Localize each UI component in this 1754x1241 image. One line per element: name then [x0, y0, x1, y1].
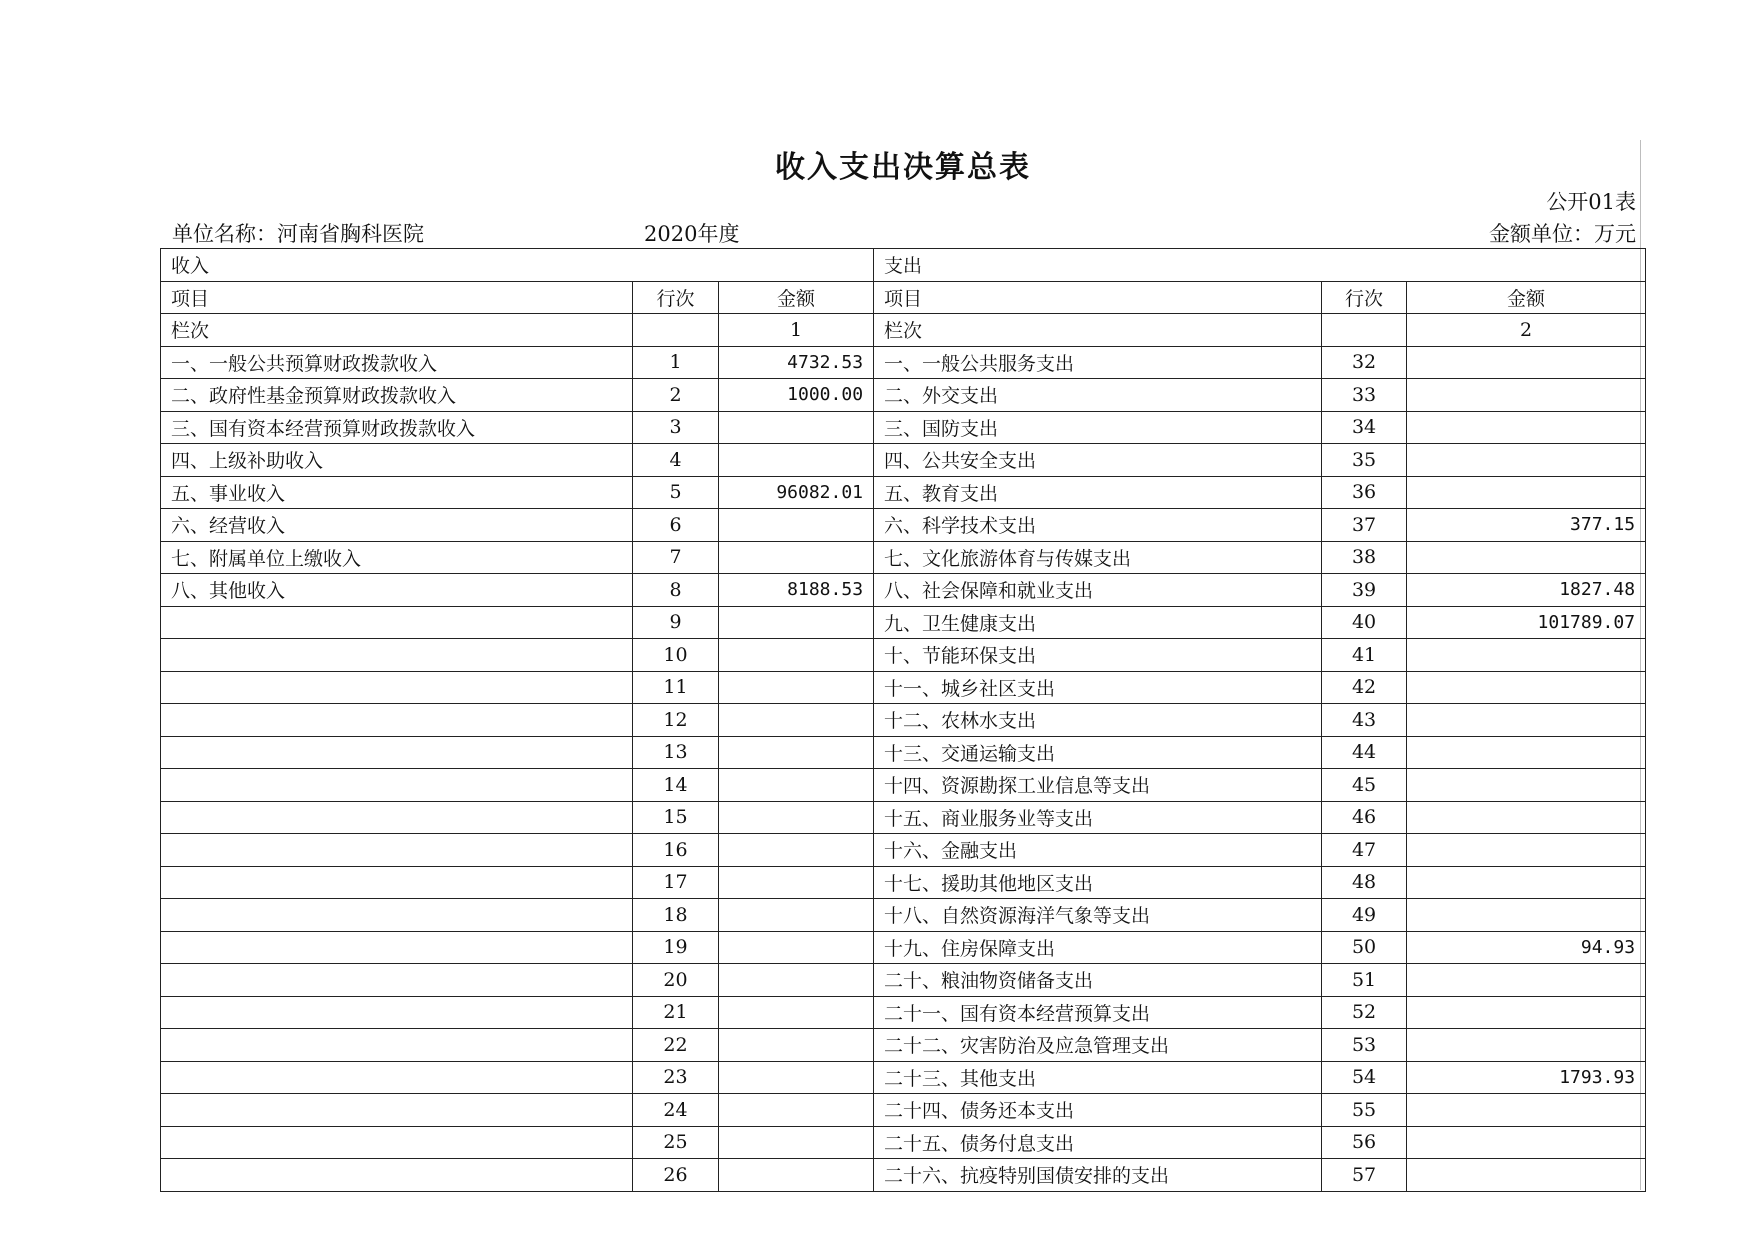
expenditure-row-no: 40 [1322, 606, 1407, 639]
expenditure-amount [1407, 801, 1646, 834]
income-item [161, 736, 633, 769]
income-row-no: 14 [633, 769, 719, 802]
expenditure-row-no: 57 [1322, 1159, 1407, 1192]
expenditure-amount [1407, 1126, 1646, 1159]
expenditure-row-no: 41 [1322, 639, 1407, 672]
expenditure-row-no: 54 [1322, 1061, 1407, 1094]
expenditure-amount [1407, 1029, 1646, 1062]
income-section-label: 收入 [161, 249, 874, 282]
income-item [161, 1094, 633, 1127]
expenditure-item: 二十二、灾害防治及应急管理支出 [874, 1029, 1322, 1062]
expenditure-row-no: 53 [1322, 1029, 1407, 1062]
table-row [161, 866, 1646, 899]
income-row-no: 5 [633, 476, 719, 509]
table-row [161, 736, 1646, 769]
income-item [161, 671, 633, 704]
expenditure-amount [1407, 541, 1646, 574]
income-row-no: 26 [633, 1159, 719, 1192]
expenditure-row-no: 49 [1322, 899, 1407, 932]
expenditure-amount [1407, 866, 1646, 899]
income-item [161, 801, 633, 834]
income-row-no: 16 [633, 834, 719, 867]
income-amount [719, 1029, 874, 1062]
table-row [161, 346, 1646, 379]
income-row-no: 22 [633, 1029, 719, 1062]
income-row-no: 12 [633, 704, 719, 737]
income-index-label: 栏次 [161, 314, 633, 347]
income-item [161, 1029, 633, 1062]
income-row-no: 7 [633, 541, 719, 574]
table-row [161, 996, 1646, 1029]
expenditure-amount [1407, 899, 1646, 932]
income-row-no: 19 [633, 931, 719, 964]
expenditure-row-no: 46 [1322, 801, 1407, 834]
income-item [161, 834, 633, 867]
income-amount [719, 1094, 874, 1127]
unit-name: 单位名称：河南省胸科医院 [172, 222, 424, 246]
expenditure-item: 二十四、债务还本支出 [874, 1094, 1322, 1127]
income-amount [719, 1126, 874, 1159]
table-row [161, 1061, 1646, 1094]
income-amount [719, 769, 874, 802]
income-amount: 1000.00 [719, 379, 874, 412]
income-item: 三、国有资本经营预算财政拨款收入 [161, 411, 633, 444]
expenditure-amount: 377.15 [1407, 509, 1646, 542]
income-amount [719, 411, 874, 444]
income-item: 二、政府性基金预算财政拨款收入 [161, 379, 633, 412]
expenditure-column-index: 2 [1407, 314, 1646, 347]
income-row-no: 10 [633, 639, 719, 672]
expenditure-row-no: 32 [1322, 346, 1407, 379]
income-row-no: 11 [633, 671, 719, 704]
income-item [161, 996, 633, 1029]
income-item: 四、上级补助收入 [161, 444, 633, 477]
income-row-no: 25 [633, 1126, 719, 1159]
expenditure-item: 十九、住房保障支出 [874, 931, 1322, 964]
income-row-no: 18 [633, 899, 719, 932]
table-row [161, 379, 1646, 412]
income-item: 六、经营收入 [161, 509, 633, 542]
expenditure-item: 一、一般公共服务支出 [874, 346, 1322, 379]
expenditure-item: 十七、援助其他地区支出 [874, 866, 1322, 899]
income-amount [719, 541, 874, 574]
income-item: 五、事业收入 [161, 476, 633, 509]
expenditure-item: 十二、农林水支出 [874, 704, 1322, 737]
income-item-header: 项目 [161, 281, 633, 314]
expenditure-amount [1407, 964, 1646, 997]
income-amount [719, 931, 874, 964]
income-row-no: 24 [633, 1094, 719, 1127]
income-row-no: 15 [633, 801, 719, 834]
expenditure-item: 二、外交支出 [874, 379, 1322, 412]
income-amount [719, 1159, 874, 1192]
expenditure-row-no: 38 [1322, 541, 1407, 574]
expenditure-row-no: 51 [1322, 964, 1407, 997]
income-amount [719, 639, 874, 672]
expenditure-amount [1407, 639, 1646, 672]
section-header-row [161, 249, 1646, 282]
income-item [161, 866, 633, 899]
income-amount [719, 1061, 874, 1094]
income-expenditure-table [160, 248, 1646, 1192]
expenditure-item: 十、节能环保支出 [874, 639, 1322, 672]
income-row-no-header: 行次 [633, 281, 719, 314]
table-row [161, 801, 1646, 834]
expenditure-item: 三、国防支出 [874, 411, 1322, 444]
table-row [161, 411, 1646, 444]
income-row-no: 2 [633, 379, 719, 412]
expenditure-amount [1407, 444, 1646, 477]
income-item [161, 1061, 633, 1094]
table-row [161, 444, 1646, 477]
expenditure-amount: 101789.07 [1407, 606, 1646, 639]
expenditure-amount [1407, 736, 1646, 769]
expenditure-row-no: 43 [1322, 704, 1407, 737]
expenditure-item: 十四、资源勘探工业信息等支出 [874, 769, 1322, 802]
report-year: 2020年度 [644, 222, 740, 246]
income-row-no: 3 [633, 411, 719, 444]
income-column-index: 1 [719, 314, 874, 347]
expenditure-amount: 1827.48 [1407, 574, 1646, 607]
income-amount [719, 899, 874, 932]
expenditure-item: 二十五、债务付息支出 [874, 1126, 1322, 1159]
expenditure-item: 八、社会保障和就业支出 [874, 574, 1322, 607]
expenditure-section-label: 支出 [874, 249, 1646, 282]
income-amount [719, 509, 874, 542]
expenditure-amount [1407, 411, 1646, 444]
expenditure-item: 十五、商业服务业等支出 [874, 801, 1322, 834]
expenditure-amount [1407, 996, 1646, 1029]
expenditure-row-no: 37 [1322, 509, 1407, 542]
income-amount [719, 736, 874, 769]
income-item [161, 606, 633, 639]
income-row-no: 13 [633, 736, 719, 769]
expenditure-row-no: 56 [1322, 1126, 1407, 1159]
income-amount [719, 866, 874, 899]
expenditure-amount [1407, 769, 1646, 802]
table-row [161, 1126, 1646, 1159]
expenditure-item: 二十一、国有资本经营预算支出 [874, 996, 1322, 1029]
expenditure-row-no: 35 [1322, 444, 1407, 477]
income-row-no: 8 [633, 574, 719, 607]
expenditure-item: 十八、自然资源海洋气象等支出 [874, 899, 1322, 932]
income-item [161, 931, 633, 964]
expenditure-item: 二十三、其他支出 [874, 1061, 1322, 1094]
income-row-no: 20 [633, 964, 719, 997]
expenditure-amount [1407, 834, 1646, 867]
income-item [161, 964, 633, 997]
income-amount [719, 704, 874, 737]
income-amount [719, 606, 874, 639]
table-row [161, 541, 1646, 574]
expenditure-item: 七、文化旅游体育与传媒支出 [874, 541, 1322, 574]
income-row-no: 1 [633, 346, 719, 379]
column-index-row [161, 314, 1646, 347]
table-row [161, 931, 1646, 964]
income-amount: 8188.53 [719, 574, 874, 607]
expenditure-amount [1407, 476, 1646, 509]
page-title: 收入支出决算总表 [775, 150, 1031, 185]
table-row [161, 769, 1646, 802]
income-row-no: 4 [633, 444, 719, 477]
table-row [161, 964, 1646, 997]
expenditure-amount [1407, 346, 1646, 379]
column-header-row [161, 281, 1646, 314]
expenditure-item: 十六、金融支出 [874, 834, 1322, 867]
income-amount: 96082.01 [719, 476, 874, 509]
table-row [161, 671, 1646, 704]
expenditure-amount-header: 金额 [1407, 281, 1646, 314]
income-item: 一、一般公共预算财政拨款收入 [161, 346, 633, 379]
table-row [161, 1029, 1646, 1062]
income-index-blank [633, 314, 719, 347]
income-row-no: 9 [633, 606, 719, 639]
form-code: 公开01表 [1546, 190, 1636, 214]
income-amount [719, 671, 874, 704]
expenditure-row-no: 33 [1322, 379, 1407, 412]
income-amount [719, 444, 874, 477]
income-amount-header: 金额 [719, 281, 874, 314]
income-row-no: 6 [633, 509, 719, 542]
income-item [161, 769, 633, 802]
expenditure-item: 五、教育支出 [874, 476, 1322, 509]
table-row [161, 476, 1646, 509]
expenditure-row-no: 48 [1322, 866, 1407, 899]
expenditure-row-no: 45 [1322, 769, 1407, 802]
expenditure-item: 二十六、抗疫特别国债安排的支出 [874, 1159, 1322, 1192]
table-row [161, 639, 1646, 672]
table-row [161, 574, 1646, 607]
table-row [161, 606, 1646, 639]
expenditure-index-label: 栏次 [874, 314, 1322, 347]
expenditure-item-header: 项目 [874, 281, 1322, 314]
expenditure-amount [1407, 704, 1646, 737]
expenditure-row-no: 39 [1322, 574, 1407, 607]
income-amount [719, 996, 874, 1029]
expenditure-item: 六、科学技术支出 [874, 509, 1322, 542]
expenditure-row-no: 44 [1322, 736, 1407, 769]
expenditure-item: 二十、粮油物资储备支出 [874, 964, 1322, 997]
expenditure-row-no: 55 [1322, 1094, 1407, 1127]
table-row [161, 834, 1646, 867]
income-item [161, 899, 633, 932]
amount-unit: 金额单位：万元 [1489, 222, 1636, 246]
expenditure-row-no: 42 [1322, 671, 1407, 704]
table-body [161, 249, 1646, 1192]
expenditure-amount [1407, 1159, 1646, 1192]
income-item: 八、其他收入 [161, 574, 633, 607]
expenditure-row-no: 36 [1322, 476, 1407, 509]
income-item: 七、附属单位上缴收入 [161, 541, 633, 574]
expenditure-amount [1407, 379, 1646, 412]
income-row-no: 21 [633, 996, 719, 1029]
expenditure-amount: 94.93 [1407, 931, 1646, 964]
expenditure-row-no: 47 [1322, 834, 1407, 867]
expenditure-amount [1407, 1094, 1646, 1127]
income-amount [719, 834, 874, 867]
income-amount: 4732.53 [719, 346, 874, 379]
expenditure-item: 十一、城乡社区支出 [874, 671, 1322, 704]
expenditure-item: 九、卫生健康支出 [874, 606, 1322, 639]
income-item [161, 704, 633, 737]
expenditure-row-no-header: 行次 [1322, 281, 1407, 314]
expenditure-row-no: 52 [1322, 996, 1407, 1029]
table-row [161, 509, 1646, 542]
expenditure-item: 四、公共安全支出 [874, 444, 1322, 477]
expenditure-item: 十三、交通运输支出 [874, 736, 1322, 769]
income-item [161, 639, 633, 672]
income-item [161, 1159, 633, 1192]
income-row-no: 17 [633, 866, 719, 899]
expenditure-row-no: 50 [1322, 931, 1407, 964]
table-row [161, 1094, 1646, 1127]
expenditure-amount: 1793.93 [1407, 1061, 1646, 1094]
table-row [161, 899, 1646, 932]
table-row [161, 1159, 1646, 1192]
income-item [161, 1126, 633, 1159]
table-row [161, 704, 1646, 737]
income-amount [719, 801, 874, 834]
income-amount [719, 964, 874, 997]
expenditure-row-no: 34 [1322, 411, 1407, 444]
expenditure-index-blank [1322, 314, 1407, 347]
income-row-no: 23 [633, 1061, 719, 1094]
expenditure-amount [1407, 671, 1646, 704]
